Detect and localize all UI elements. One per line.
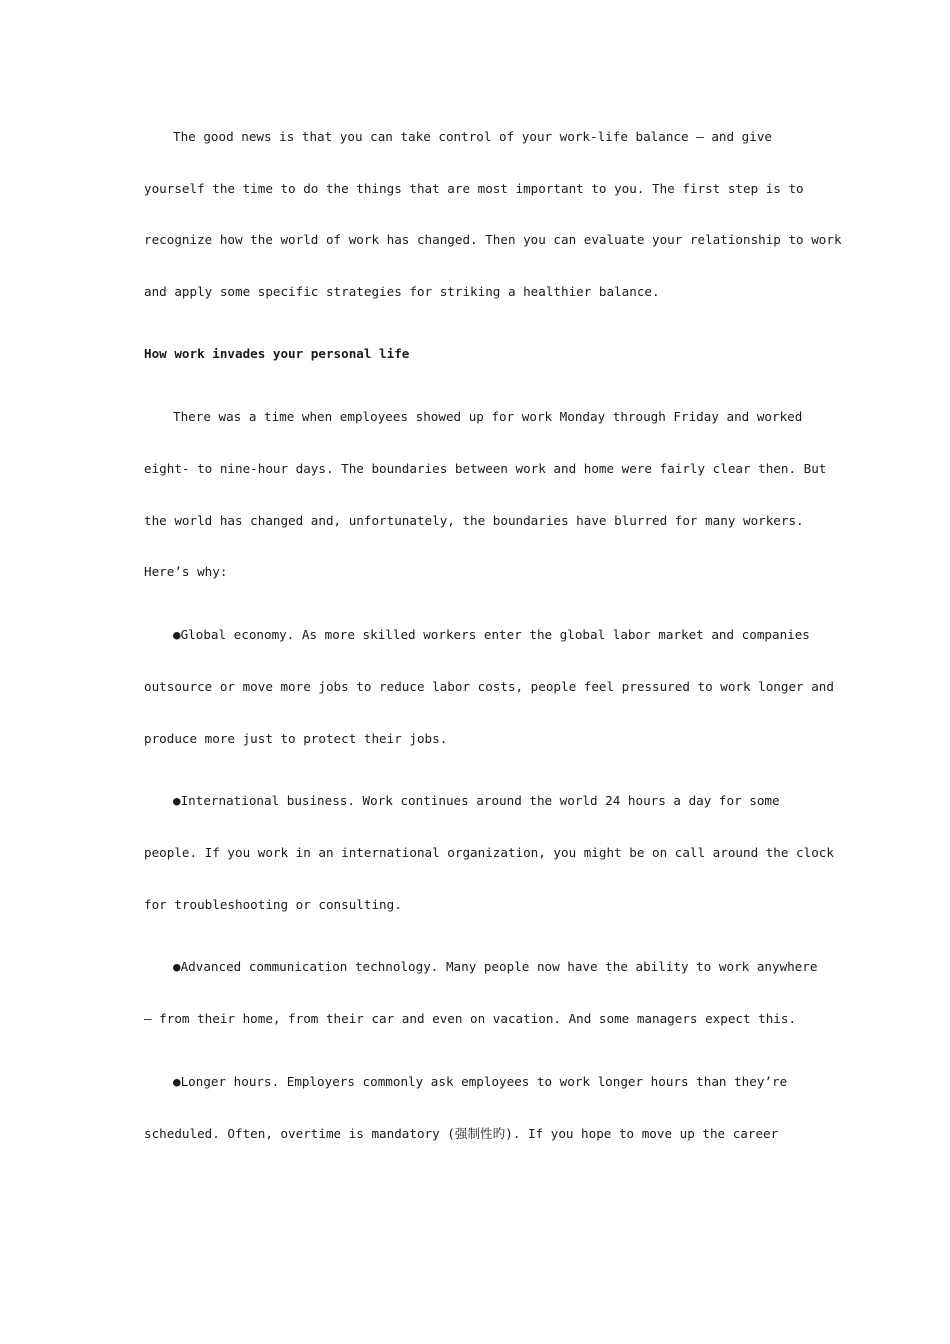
bullet-communication-technology-line-2: — from their home, from their car and even on vacation. And some managers expect this. <box>144 1011 797 1026</box>
bullet-longer-hours-line-1: ●Longer hours. Employers commonly ask employees to work longer hours than they’re <box>173 1074 788 1089</box>
paragraph-2-line-4: Here’s why: <box>144 564 228 579</box>
bullet-international-business-line-2: people. If you work in an international organization, you might be on call around the clock <box>144 845 834 860</box>
bullet-communication-technology-line-1: ●Advanced communication technology. Many people now have the ability to work anywhere <box>173 959 818 974</box>
bullet-global-economy-line-3: produce more just to protect their jobs. <box>144 731 448 746</box>
paragraph-2-line-2: eight- to nine-hour days. The boundaries between work and home were fairly clear then. But <box>144 461 827 476</box>
paragraph-1-line-4: and apply some specific strategies for striking a healthier balance. <box>144 284 660 299</box>
section-heading: How work invades your personal life <box>144 346 410 361</box>
paragraph-2-line-1: There was a time when employees showed up for work Monday through Friday and worked <box>173 409 803 424</box>
bullet-longer-hours-line-2: scheduled. Often, overtime is mandatory (强制性旳). If you hope to move up the career <box>144 1126 779 1141</box>
bullet-international-business-line-3: for troubleshooting or consulting. <box>144 897 402 912</box>
paragraph-1-line-1: The good news is that you can take control of your work-life balance — and give <box>173 129 772 144</box>
paragraph-1-line-2: yourself the time to do the things that are most important to you. The first step is to <box>144 181 804 196</box>
bullet-global-economy-line-1: ●Global economy. As more skilled workers enter the global labor market and companies <box>173 627 810 642</box>
bullet-global-economy-line-2: outsource or move more jobs to reduce labor costs, people feel pressured to work longer and <box>144 679 834 694</box>
bullet-international-business-line-1: ●International business. Work continues around the world 24 hours a day for some <box>173 793 780 808</box>
paragraph-1-line-3: recognize how the world of work has changed. Then you can evaluate your relationship to work <box>144 232 842 247</box>
paragraph-2-line-3: the world has changed and, unfortunately, the boundaries have blurred for many workers. <box>144 513 804 528</box>
